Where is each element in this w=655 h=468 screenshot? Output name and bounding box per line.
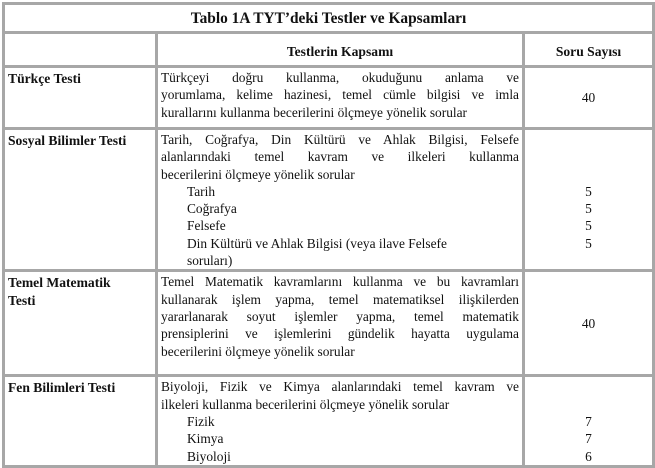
test-name: Türkçe Testi: [4, 67, 157, 129]
test-name-line: Temel Matematik: [8, 275, 111, 291]
scope-line: yararlanarak soyut işlemler yapma, temel matematik: [161, 308, 519, 324]
header-row: [4, 33, 654, 67]
subtest-name: Kimya: [187, 431, 224, 447]
test-name: Fen Bilimleri Testi: [4, 376, 157, 467]
subtest-name: Tarih: [187, 183, 216, 199]
test-scope: [157, 129, 524, 271]
scope-line: becerilerini ölçmeye yönelik sorular: [161, 343, 355, 359]
table-row-matematik: [4, 271, 654, 376]
subtest-count: 5: [585, 201, 592, 217]
test-name: Sosyal Bilimler Testi: [4, 129, 157, 271]
scope-line: Biyoloji, Fizik ve Kimya alanlarındaki temel kavram ve: [161, 379, 519, 395]
test-name-line: Testi: [8, 292, 36, 308]
table-row-turkce: [4, 67, 654, 129]
question-count: [524, 129, 654, 271]
title-row: [4, 4, 654, 33]
scope-line: kurallarını kullanma becerilerini ölçmeye yönelik sorular: [161, 104, 468, 120]
header-count: Soru Sayısı: [524, 33, 654, 67]
scope-line: yorumlama, kelime hazinesi, temel cümle bilgisi ve imla: [161, 87, 519, 103]
question-count: [524, 376, 654, 467]
scope-line: alanlarındaki temel kavram ve ilkeleri kullanma: [161, 149, 519, 165]
subtest-name: Fizik: [187, 413, 215, 429]
subtest-count: 5: [585, 183, 592, 199]
subtest-count: 7: [585, 431, 592, 447]
subtest-name: Coğrafya: [187, 201, 237, 217]
test-name: [4, 271, 157, 376]
subtest-count: 5: [585, 218, 592, 234]
subtest-count: 7: [585, 413, 592, 429]
header-scope: Testlerin Kapsamı: [157, 33, 524, 67]
scope-line: Temel Matematik kavramlarını kullanma ve bu kavramları: [161, 274, 519, 290]
question-count: 40: [524, 67, 654, 129]
subtest-count: 6: [585, 448, 592, 464]
table-title: Tablo 1A TYT’deki Testler ve Kapsamları: [4, 4, 654, 33]
subtest-name: Felsefe: [187, 218, 226, 234]
table-row-sosyal: [4, 129, 654, 271]
tests-table: [2, 2, 655, 468]
subtest-name: Din Kültürü ve Ahlak Bilgisi (veya ilave Felsefe: [187, 235, 447, 251]
header-test: [4, 33, 157, 67]
scope-line: prensiplerini ve işlemlerini gündelik hayatta uygulama: [161, 326, 519, 342]
scope-line: Tarih, Coğrafya, Din Kültürü ve Ahlak Bilgisi, Felsefe: [161, 132, 519, 147]
subtest-count: 5: [585, 235, 592, 251]
scope-line: Türkçeyi doğru kullanma, okuduğunu anlama ve: [161, 70, 519, 85]
table-row-fen: [4, 376, 654, 467]
test-scope: [157, 376, 524, 467]
subtest-name: Biyoloji: [187, 448, 231, 464]
scope-line: kullanarak işlem yapma, temel matematiksel ilişkilerden: [161, 291, 519, 307]
question-count: 40: [524, 271, 654, 376]
test-scope: [157, 67, 524, 129]
scope-line: ilkeleri kullanma becerilerini ölçmeye yönelik sorular: [161, 396, 450, 412]
test-scope: [157, 271, 524, 376]
subtest-name-cont: soruları): [187, 253, 233, 269]
scope-line: becerilerini ölçmeye yönelik sorular: [161, 166, 355, 182]
